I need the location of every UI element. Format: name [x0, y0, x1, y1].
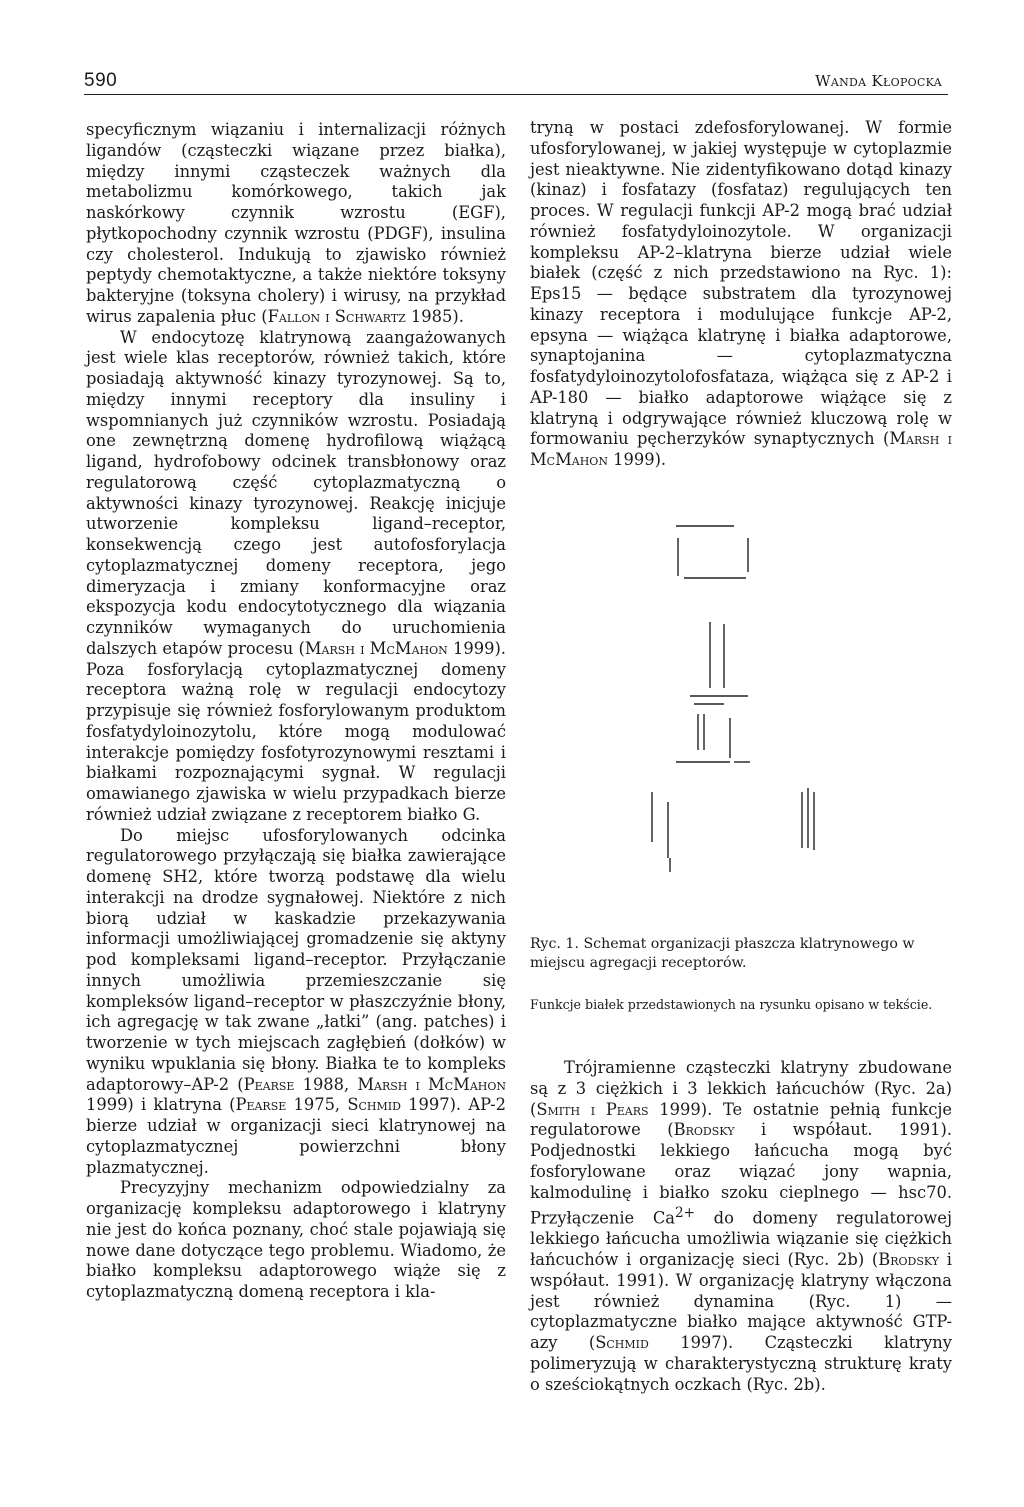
page-number: 590 — [84, 70, 118, 91]
superscript: 2+ — [674, 1205, 696, 1222]
citation: Brodsky — [673, 1120, 735, 1140]
citation: Pearse — [235, 1095, 287, 1115]
citation: Schmid — [347, 1095, 401, 1115]
right-column-bottom — [530, 1058, 952, 1395]
left-column — [86, 120, 506, 1303]
citation: Fallon i Schwartz — [267, 306, 406, 326]
paragraph: Trójramienne cząsteczki klatryny zbudowane są z 3 ciężkich i 3 lekkich łańcuchów (Ryc. 2a) (Smith i Pears 1999). Te ostatnie pełnią funkcje regulatorowe (Brodsky i współaut. 1991). Podjednostki lekkiego łańcucha mogą być fosforylowane oraz wiązać jony wapnia, kalmodulinę i białko szoku cieplnego — hsc70. Przyłączenie $Ca^{2+}$ do domeny regulatorowej lekkiego łańcucha umożliwia wiązanie się ciężkich łańcuchów i organizację sieci (Ryc. 2b) (Brodsky i współaut. 1991). W organizację klatryny włączona jest również dynamina (Ryc. 1) — cytoplazmatyczne białko mające aktywność GTP-azy (Schmid 1997). Cząsteczki klatryny polimeryzują w charakterystyczną strukturę kraty o sześciokątnych oczkach (Ryc. 2b). — [530, 1058, 953, 1394]
figure-note: Funkcje białek przedstawionych na rysunku opisano w tekście. — [530, 997, 933, 1012]
citation: Marsh i McMahon — [357, 1074, 506, 1094]
paragraph: Do miejsc ufosforylowanych odcinka regulatorowego przyłączają się białka zawierające domenę SH2, które tworzą podstawę dla wielu interakcji na drodze sygnałowej. Niektóre z nich biorą udział w kaskadzie przekazywania informacji umożliwiającej gromadzenie się aktyny pod kompleksami ligand–receptor. Przyłączanie innych umożliwia przemieszczanie się kompleksów ligand–receptor w płaszczyźnie błony, ich agregację w tak zwane „łatki” (ang. patches) i tworzenie w tych miejscach zagłębień (dołków) w wyniku wpuklania się błony. Białka te to kompleks adaptorowy–AP-2 (Pearse 1988, Marsh i McMahon 1999) i klatryna (Pearse 1975, Schmid 1997). AP-2 bierze udział w organizacji sieci klatrynowej na cytoplazmatycznej powierzchni błony plazmatycznej. — [86, 825, 506, 1177]
citation: Schmid — [595, 1333, 649, 1353]
right-column-top — [530, 118, 952, 471]
citation: Pearse — [243, 1074, 295, 1094]
figure-caption: Ryc. 1. Schemat organizacji płaszcza klatrynowego w miejscu agregacji receptorów. — [530, 936, 915, 971]
citation: Marsh i McMahon — [304, 638, 448, 658]
paragraph: tryną w postaci zdefosforylowanej. W formie ufosforylowanej, w jakiej występuje w cytoplazmie jest nieaktywne. Nie zidentyfikowano dotąd kinazy (kinaz) i fosfatazy (fosfataz) regulujących ten proces. W regulacji funkcji AP-2 mogą brać udział również fosfatydyloinozytole. W organizacji kompleksu AP-2–klatryna bierze udział wiele białek (część z nich przedstawiono na Ryc. 1): Eps15 — będące substratem dla tyrozynowej kinazy receptora i modulujące funkcje AP-2, epsyna — wiążąca klatrynę i białka adaptorowe, synaptojanina — cytoplazmatyczna fosfatydyloinozytolofosfataza, wiążąca się z AP-2 i AP-180 — białko adaptorowe wiążące się z klatryną i odgrywające również kluczową rolę w formowaniu pęcherzyków synaptycznych (Marsh i McMahon 1999). — [530, 118, 953, 469]
citation: Smith i Pears — [536, 1099, 649, 1119]
paragraph: Precyzyjny mechanizm odpowiedzialny za organizację kompleksu adaptorowego i klatryny nie jest do końca poznany, choć stale pojawiają się nowe dane dotyczące tego problemu. Wiadomo, że białko kompleksu adaptorowego wiąże się z cytoplazmatyczną domeną receptora i kla- — [86, 1178, 506, 1301]
paragraph: specyficznym wiązaniu i internalizacji różnych ligandów (cząsteczki wiązane przez białka), między innymi cząsteczek ważnych dla metabolizmu komórkowego, takich jak naskórkowy czynnik wzrostu (EGF), płytkopochodny czynnik wzrostu (PDGF), insulina czy cholesterol. Indukują to zjawisko również peptydy chemotaktyczne, a także niektóre toksyny bakteryjne (toksyna cholery) i wirusy, na przykład wirus zapalenia płuc (Fallon i Schwartz 1985). — [86, 120, 506, 326]
page-header — [84, 70, 948, 95]
paragraph: W endocytozę klatrynową zaangażowanych jest wiele klas receptorów, również takich, które posiadają aktywność kinazy tyrozynowej. Są to, między innymi receptory dla insuliny i wspomnianych już czynników wzrostu. Posiadają one zewnętrzną domenę hydrofilową wiążącą ligand, hydrofobowy odcinek transbłonowy oraz regulatorową część cytoplazmatyczną o aktywności kinazy tyrozynowej. Reakcję inicjuje utworzenie kompleksu ligand–receptor, konsekwencją czego jest autofosforylacja cytoplazmatycznej domeny receptora, jego dimeryzacja i zmiany konformacyjne oraz ekspozycja kodu endocytotycznego dla wiązania czynników wymaganych do uruchomienia dalszych etapów procesu (Marsh i McMahon 1999). Poza fosforylacją cytoplazmatycznej domeny receptora ważną rolę w regulacji endocytozy przypisuje się również fosforylowanym produktom fosfatydyloinozytolu, które mogą modulować interakcje pomiędzy fosfotyrozynowymi resztami i białkami rozpoznającymi sygnał. W regulacji omawianego zjawiska w wielu przypadkach bierze również udział związane z receptorem białko G. — [86, 327, 506, 824]
citation: Brodsky — [878, 1250, 940, 1270]
figure-schematic-lines — [600, 518, 850, 928]
citation: Marsh i McMahon — [530, 429, 953, 469]
figure-clathrin-coat-schematic — [600, 518, 850, 928]
running-head-author: Wanda Kłopocka — [815, 72, 942, 90]
